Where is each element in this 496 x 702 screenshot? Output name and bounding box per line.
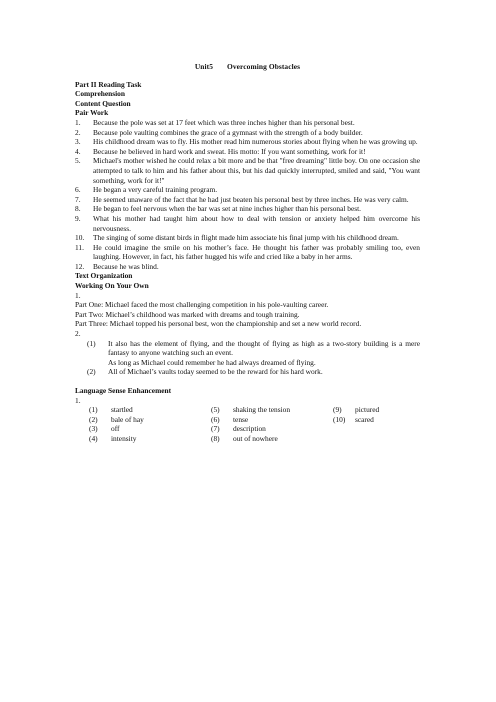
vocab-word: scared [355, 414, 374, 424]
answer-list [75, 118, 420, 272]
list-item: 7. He seemed unaware of the fact that he had just beaten his personal best by three inches. He was very calm. [75, 194, 409, 204]
vocab-word: bale of hay [111, 414, 144, 424]
comprehension-heading: Comprehension [75, 89, 125, 99]
vocab-word: tense [233, 414, 249, 424]
part-heading: Part II Reading Task [75, 79, 142, 89]
vocab-word: off [111, 424, 120, 434]
vocab-number: (1) [89, 405, 98, 415]
document-content [75, 62, 420, 444]
vocab-number: (4) [89, 433, 98, 443]
vocab-grid [75, 405, 420, 443]
list-item: 5. Michael's mother wished he could relax a bit more and be that "free dreaming" little boy. On one occasion she attempted to talk to him and his father about this, but his dad quickly interrupted, smiled and said, "You want something, work for it!" [75, 156, 420, 185]
list-item: 1. Because the pole was set at 17 feet which was three inches higher than his personal best. [75, 117, 355, 127]
vocab-word: startled [111, 405, 133, 415]
vocab-word: shaking the tension [233, 405, 291, 415]
vocab-word: out of nowhere [233, 433, 278, 443]
vocab-word: intensity [111, 433, 137, 443]
question-number: 2. [75, 329, 81, 339]
pair-work-heading: Pair Work [75, 108, 109, 118]
part-line: Part Two: Michael’s childhood was marked with dreams and tough training. [75, 309, 300, 319]
sub-item: (1) It also has the element of flying, and the thought of flying as high as a two-story building is a mere fantasy to anyone watching such an event. [87, 338, 420, 358]
vocab-number: (2) [89, 414, 98, 424]
list-item: 12. Because he was blind. [75, 261, 159, 271]
vocab-word: pictured [355, 405, 380, 415]
question-number: 1. [75, 290, 81, 300]
text-organization-heading: Text Organization [75, 271, 133, 281]
list-item: 4. Because he believed in hard work and sweat. His motto: If you want something, work for it! [75, 146, 366, 156]
page-title [75, 62, 420, 72]
part-line: Part One: Michael faced the most challenging competition in his pole-vaulting career. [75, 300, 329, 310]
vocab-number: (3) [89, 424, 98, 434]
language-sense-heading: Language Sense Enhancement [75, 386, 172, 395]
list-item: 8. He began to feel nervous when the bar was set at nine inches higher than his personal best. [75, 204, 362, 214]
question-number: 1. [75, 395, 81, 405]
sub-item: As long as Michael could remember he had always dreamed of flying. [108, 357, 316, 367]
list-item: 10. The singing of some distant birds in flight made him associate his final jump with his childhood dream. [75, 233, 399, 243]
vocab-number: (9) [333, 405, 342, 415]
working-heading: Working On Your Own [75, 281, 149, 291]
vocab-number: (6) [211, 414, 220, 424]
unit-label: Unit5 [194, 62, 214, 71]
part-line: Part Three: Michael topped his personal best, won the championship and set a new world record. [75, 319, 362, 329]
vocab-number: (10) [333, 414, 346, 424]
vocab-number: (5) [211, 405, 220, 415]
list-item: 3. His childhood dream was to fly. His mother read him numerous stories about flying when he was growing up. [75, 137, 418, 147]
list-item: 11. He could imagine the smile on his mother’s face. He thought his father was probably smiling too, even laughing. However, in fact, his father hugged his wife and cried like a baby in her arms. [75, 242, 420, 262]
list-item: 2. Because pole vaulting combines the grace of a gymnast with the strength of a body builder. [75, 127, 363, 137]
spacer [75, 377, 420, 386]
list-item: 6. He began a very careful training program. [75, 185, 218, 195]
vocab-number: (7) [211, 424, 220, 434]
content-question-heading: Content Question [75, 98, 131, 108]
list-item: 9. What his mother had taught him about how to deal with tension or anxiety helped him overcome his nervousness. [75, 213, 420, 233]
vocab-number: (8) [211, 433, 220, 443]
unit-topic: Overcoming Obstacles [227, 62, 301, 71]
sub-item: (2) All of Michael’s vaults today seemed to be the reward for his hard work. [87, 367, 323, 377]
vocab-word: description [233, 424, 266, 434]
